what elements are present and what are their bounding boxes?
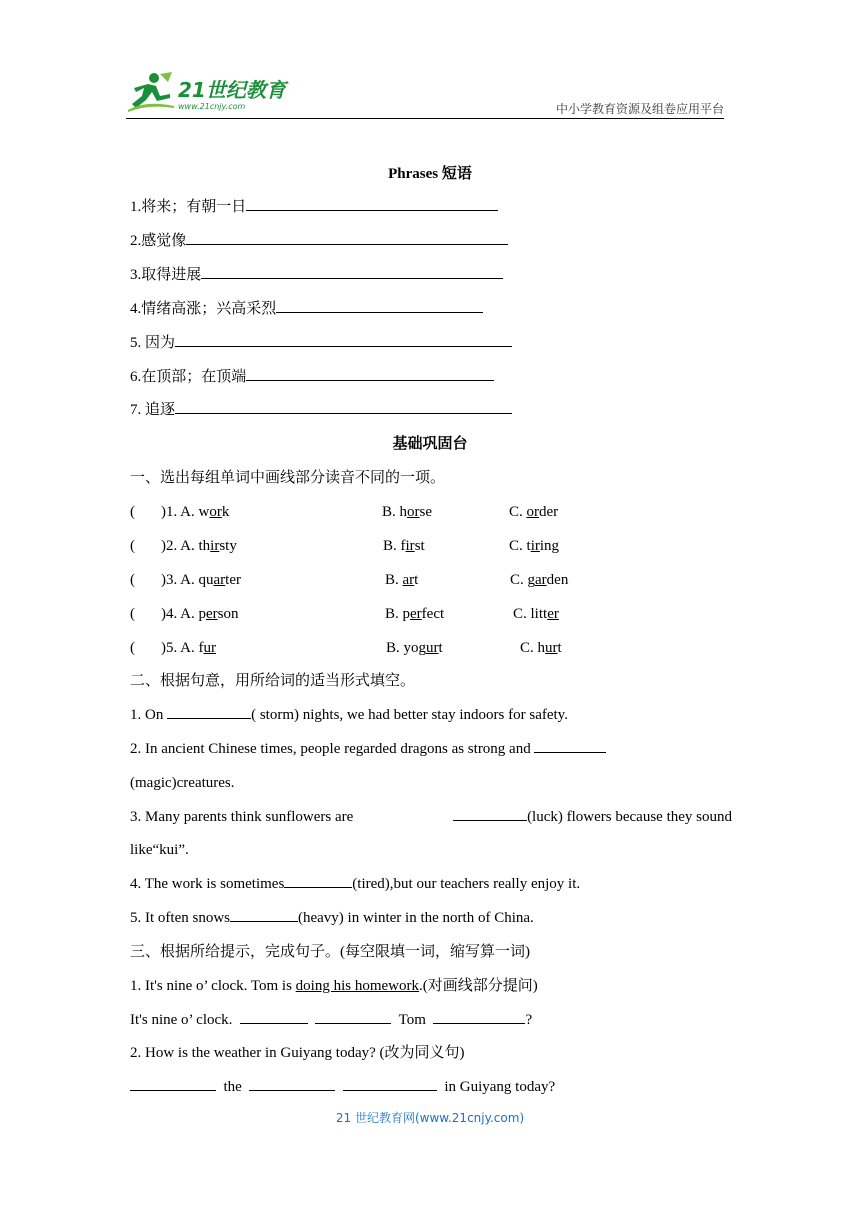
fill-question: 5. It often snows (heavy) in winter in the north of China. <box>130 906 534 930</box>
platform-label: 中小学教育资源及组卷应用平台 <box>555 102 724 116</box>
phrase-item: 1.将来；有朝一日 <box>130 195 498 219</box>
answer-blank[interactable] <box>201 264 503 279</box>
answer-blank[interactable] <box>276 298 483 313</box>
answer-blank[interactable] <box>284 873 352 888</box>
answer-blank[interactable] <box>175 399 512 414</box>
phrase-item: 5. 因为 <box>130 331 512 355</box>
rewrite-answer: It's nine o’ clock. Tom ? <box>130 1008 532 1032</box>
fill-question: 4. The work is sometimes (tired),but our teachers really enjoy it. <box>130 872 580 896</box>
logo <box>126 70 296 116</box>
runner-logo-icon <box>126 70 176 114</box>
logo-url: www.21cnjy.com <box>178 102 246 111</box>
fill-question-cont: like“kui”. <box>130 842 189 858</box>
logo-text: 21世纪教育 <box>178 78 286 102</box>
page-header <box>126 70 724 119</box>
footer-link[interactable]: 21 世纪教育网(www.21cnjy.com) <box>335 1111 525 1125</box>
phrase-item: 2.感觉像 <box>130 229 508 253</box>
answer-blank[interactable] <box>175 332 512 347</box>
part1-instruction: 一、选出每组单词中画线部分读音不同的一项。 <box>130 470 446 486</box>
rewrite-question: 2. How is the weather in Guiyang today? (改为同义句) <box>130 1045 465 1061</box>
section-title: 基础巩固台 <box>392 436 468 452</box>
phrase-item: 7. 追逐 <box>130 398 512 422</box>
answer-blank[interactable] <box>343 1076 437 1091</box>
phrase-item: 4.情绪高涨；兴高采烈 <box>130 297 483 321</box>
answer-blank[interactable] <box>246 366 494 381</box>
answer-blank[interactable] <box>240 1009 308 1024</box>
fill-question: 3. Many parents think sunflowers are (luck) flowers because they sound <box>130 805 732 829</box>
phrase-item: 6.在顶部；在顶端 <box>130 365 494 389</box>
answer-blank[interactable] <box>534 738 606 753</box>
phrases-title: Phrases 短语 <box>388 166 472 182</box>
answer-blank[interactable] <box>167 704 251 719</box>
answer-blank[interactable] <box>315 1009 391 1024</box>
part3-instruction: 三、根据所给提示，完成句子。(每空限填一词，缩写算一词) <box>130 944 530 960</box>
rewrite-question: 1. It's nine o’ clock. Tom is doing his homework.(对画线部分提问) <box>130 978 538 994</box>
answer-blank[interactable] <box>230 907 298 922</box>
answer-blank[interactable] <box>246 196 498 211</box>
answer-blank[interactable] <box>130 1076 216 1091</box>
part2-instruction: 二、根据句意，用所给词的适当形式填空。 <box>130 673 416 689</box>
answer-blank[interactable] <box>186 230 508 245</box>
rewrite-answer: the in Guiyang today? <box>130 1075 555 1099</box>
answer-blank[interactable] <box>453 806 527 821</box>
answer-blank[interactable] <box>433 1009 525 1024</box>
phrase-item: 3.取得进展 <box>130 263 503 287</box>
fill-question-cont: (magic)creatures. <box>130 775 235 791</box>
fill-question: 1. On ( storm) nights, we had better stay indoors for safety. <box>130 703 568 727</box>
fill-question: 2. In ancient Chinese times, people regarded dragons as strong and <box>130 737 606 761</box>
answer-blank[interactable] <box>249 1076 335 1091</box>
